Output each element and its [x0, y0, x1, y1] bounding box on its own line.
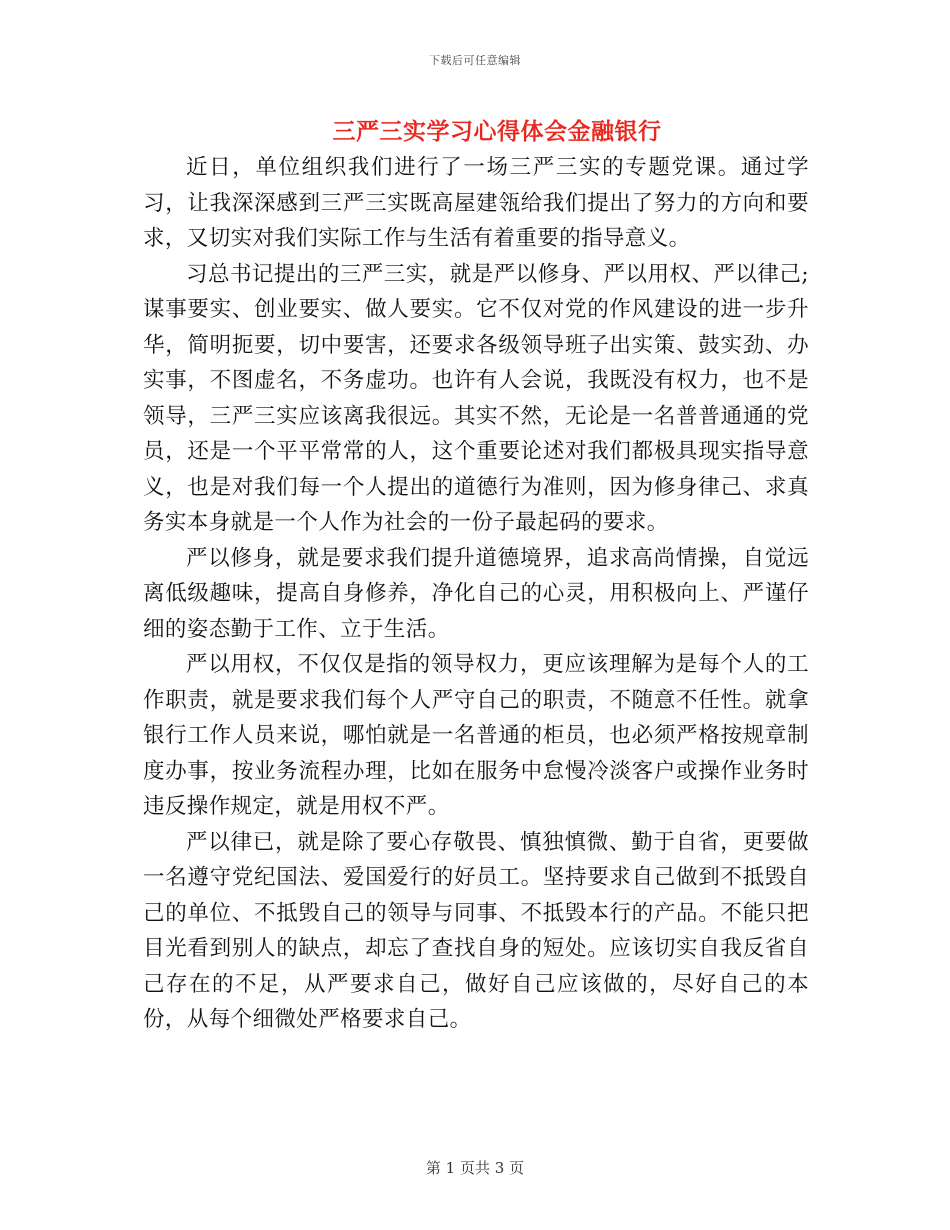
paragraph-2: 习总书记提出的三严三实，就是严以修身、严以用权、严以律己;谋事要实、创业要实、做人要实。它不仅对党的作风建设的进一步升华，简明扼要，切中要害，还要求各级领导班子出实策、鼓实劲、办实事，不图虚名，不务虚功。也许有人会说，我既没有权力，也不是领导，三严三实应该离我很远。其实不然，无论是一名普普通通的党员，还是一个平平常常的人，这个重要论述对我们都极具现实指导意义，也是对我们每一个人提出的道德行为准则，因为修身律己、求真务实本身就是一个人作为社会的一份子最起码的要求。: [143, 261, 809, 535]
paragraph-3: 严以修身，就是要求我们提升道德境界，追求高尚情操，自觉远离低级趣味，提高自身修养，净化自己的心灵，用积极向上、严谨仔细的姿态勤于工作、立于生活。: [143, 545, 809, 642]
document-body: [143, 150, 809, 1038]
page-header: 下载后可任意编辑: [429, 54, 521, 67]
page-footer: 第 1 页共 3 页: [425, 1159, 525, 1177]
paragraph-4: 严以用权，不仅仅是指的领导权力，更应该理解为是每个人的工作职责，就是要求我们每个人严守自己的职责，不随意不任性。就拿银行工作人员来说，哪怕就是一名普通的柜员，也必须严格按规章制度办事，按业务流程办理，比如在服务中怠慢冷淡客户或操作业务时违反操作规定，就是用权不严。: [143, 652, 809, 819]
paragraph-5: 严以律已，就是除了要心存敬畏、慎独慎微、勤于自省，更要做一名遵守党纪国法、爱国爱行的好员工。坚持要求自己做到不抵毁自己的单位、不抵毁自己的领导与同事、不抵毁本行的产品。不能只把目光看到别人的缺点，却忘了查找自身的短处。应该切实自我反省自己存在的不足，从严要求自己，做好自己应该做的，尽好自己的本份，从每个细微处严格要求自己。: [143, 829, 809, 1032]
paragraph-1: 近日，单位组织我们进行了一场三严三实的专题党课。通过学习，让我深深感到三严三实既高屋建瓴给我们提出了努力的方向和要求，又切实对我们实际工作与生活有着重要的指导意义。: [143, 155, 809, 251]
document-title: 三严三实学习心得体会金融银行: [332, 118, 662, 145]
